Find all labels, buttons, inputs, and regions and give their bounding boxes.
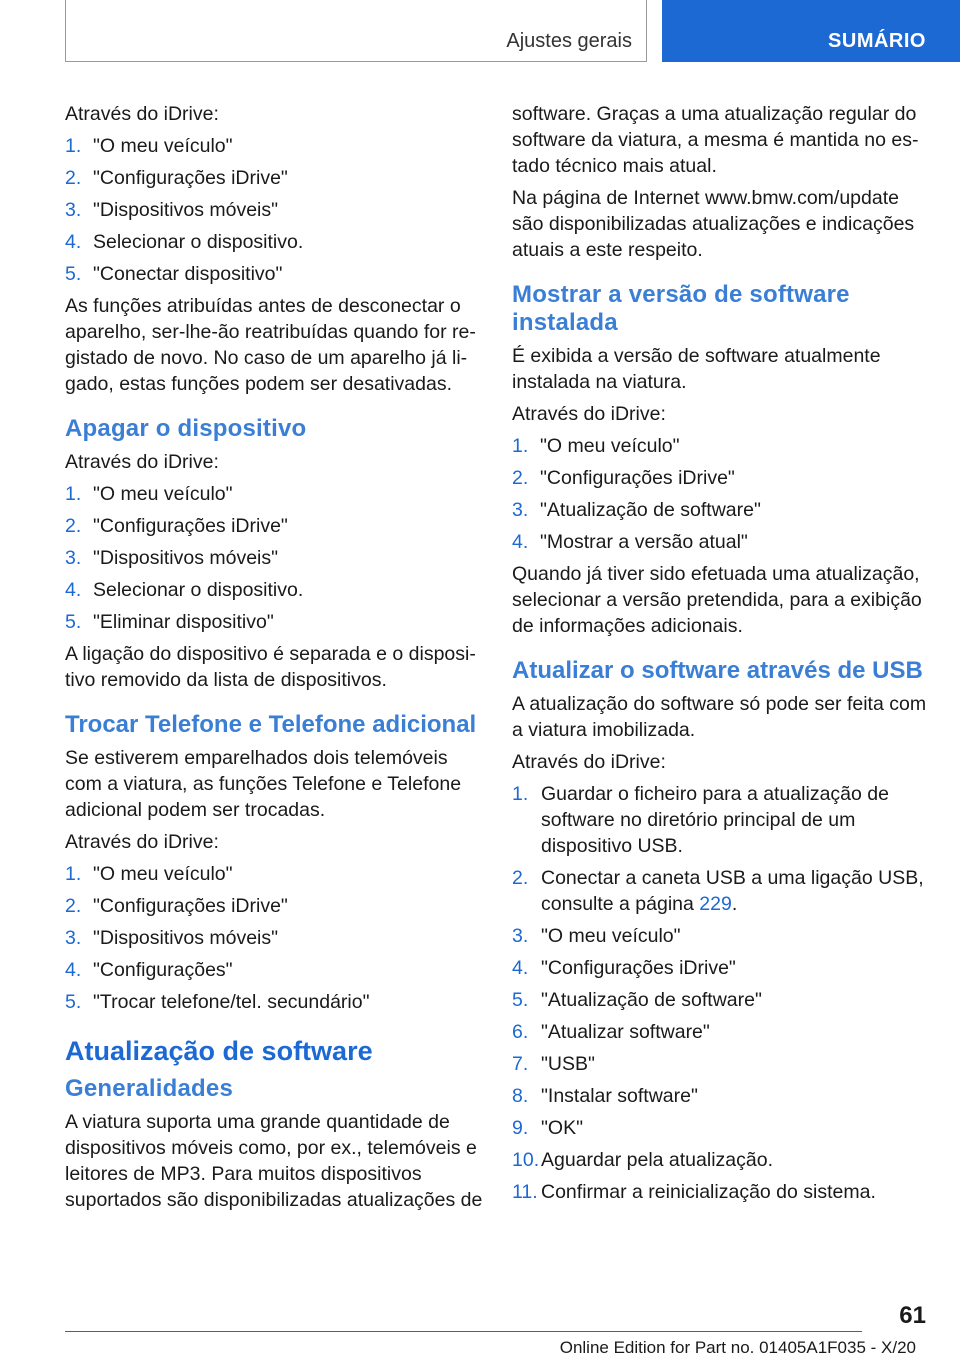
- paragraph: A viatura suporta uma grande quantidade de dispositivos móveis como, por ex., telemóveis e leitores de MP3. Para muitos dispositivos suportados são disponibilizadas atualizações de: [65, 1111, 483, 1211]
- list-item: [65, 609, 483, 635]
- paragraph: É exibida a versão de software atualmente instalada na viatura.: [512, 345, 881, 393]
- step-number: 7.: [512, 1053, 529, 1075]
- step-number: 4.: [512, 957, 529, 979]
- paragraph: Se estiverem emparelhados dois telemóveis com a viatura, as funções Telefone e Telefone adicional podem ser trocadas.: [65, 747, 462, 821]
- step-number: 2.: [65, 895, 82, 917]
- step-text: "Configurações": [93, 959, 233, 981]
- list-item: [512, 1051, 930, 1077]
- step-number: 2.: [65, 167, 82, 189]
- step-text: .: [731, 893, 738, 915]
- list-item: [65, 545, 483, 571]
- list-item: [512, 497, 930, 523]
- step-text: Guardar o ficheiro para a atualização de software no diretório principal de um dispositivo USB.: [541, 783, 889, 857]
- heading-usb-update: Atualizar o software através de USB: [512, 657, 923, 684]
- step-text: "Configurações iDrive": [93, 895, 288, 917]
- list-item: [512, 529, 930, 555]
- step-text: "Conectar dispositivo": [93, 263, 283, 285]
- header-section-title: Ajustes gerais: [506, 30, 632, 52]
- step-text: "Eliminar dispositivo": [93, 611, 274, 633]
- step-number: 3.: [65, 199, 82, 221]
- step-number: 3.: [65, 927, 82, 949]
- header-section-box: [65, 0, 647, 62]
- step-text: "Atualização de software": [540, 499, 761, 521]
- step-text: "Configurações iDrive": [540, 467, 735, 489]
- steps-list: [512, 923, 930, 1205]
- steps-list: [65, 481, 483, 635]
- step-number: 3.: [512, 499, 529, 521]
- step-number: 11.: [512, 1181, 538, 1203]
- step-number: 1.: [512, 783, 529, 805]
- step-text: "Atualizar software": [541, 1021, 710, 1043]
- paragraph: software. Graças a uma atualização regular do software da viatura, a mesma é mantida no estado técnico mais atual.: [512, 103, 919, 177]
- step-number: 5.: [512, 989, 529, 1011]
- list-item: [512, 865, 930, 917]
- heading-software-update: Atualização de software: [65, 1036, 373, 1066]
- step-number: 3.: [65, 547, 82, 569]
- list-item: [512, 923, 930, 949]
- step-text: Selecionar o dispositivo.: [93, 231, 304, 253]
- step-text: Conectar a caneta USB a uma ligação USB, consulte a página: [541, 867, 924, 915]
- step-text: "Dispositivos móveis": [93, 927, 279, 949]
- list-item: [65, 261, 483, 287]
- list-item: [512, 1019, 930, 1045]
- steps-list: [512, 433, 930, 555]
- step-text: "OK": [541, 1117, 584, 1139]
- right-column: [512, 101, 930, 1211]
- step-text: "O meu veículo": [93, 483, 233, 505]
- paragraph: Quando já tiver sido efetuada uma atualização, selecionar a versão pretendida, para a exibição de informações adicionais.: [512, 563, 922, 637]
- step-number: 4.: [65, 579, 82, 601]
- list-item: [512, 1083, 930, 1109]
- step-number: 5.: [65, 263, 82, 285]
- paragraph: Através do iDrive:: [512, 751, 666, 773]
- step-text: "Trocar telefone/tel. secundário": [93, 991, 370, 1013]
- step-text: "O meu veículo": [93, 863, 233, 885]
- step-text: "Configurações iDrive": [93, 167, 288, 189]
- step-number: 1.: [512, 435, 529, 457]
- paragraph: Através do iDrive:: [65, 103, 219, 125]
- paragraph: A ligação do dispositivo é separada e o dispositivo removido da lista de dispositivos.: [65, 643, 476, 691]
- step-text: "USB": [541, 1053, 595, 1075]
- list-item: [512, 1147, 930, 1173]
- step-text: "O meu veículo": [540, 435, 680, 457]
- heading-general: Generalidades: [65, 1075, 234, 1102]
- step-number: 1.: [65, 135, 82, 157]
- step-number: 4.: [65, 231, 82, 253]
- step-number: 6.: [512, 1021, 529, 1043]
- step-number: 2.: [65, 515, 82, 537]
- list-item: [512, 955, 930, 981]
- step-text: "O meu veículo": [541, 925, 681, 947]
- heading-swap-phone: Trocar Telefone e Telefone adicional: [65, 711, 477, 738]
- steps-list: [65, 133, 483, 287]
- steps-list: [65, 861, 483, 1015]
- page-number: 61: [899, 1302, 926, 1329]
- step-number: 8.: [512, 1085, 529, 1107]
- footer-divider: [65, 1331, 862, 1332]
- list-item: [512, 1115, 930, 1141]
- step-text: Confirmar a reinicialização do sistema.: [541, 1181, 876, 1203]
- step-text: Selecionar o dispositivo.: [93, 579, 304, 601]
- summary-button[interactable]: [662, 0, 960, 62]
- list-item: [512, 433, 930, 459]
- step-text: "Mostrar a versão atual": [540, 531, 748, 553]
- list-item: [65, 513, 483, 539]
- list-item: [65, 481, 483, 507]
- list-item: [65, 989, 483, 1015]
- step-number: 1.: [65, 483, 82, 505]
- step-number: 3.: [512, 925, 529, 947]
- list-item: [65, 925, 483, 951]
- heading-show-version: Mostrar a versão de software instalada: [512, 281, 850, 336]
- step-number: 9.: [512, 1117, 529, 1139]
- step-text: "Atualização de software": [541, 989, 762, 1011]
- step-number: 1.: [65, 863, 82, 885]
- step-text: "Configurações iDrive": [93, 515, 288, 537]
- step-text: "Instalar software": [541, 1085, 698, 1107]
- step-number: 10.: [512, 1149, 540, 1171]
- paragraph: As funções atribuídas antes de desconectar o aparelho, ser-lhe-ão reatribuídas quando for registado de novo. No caso de um aparelho já ligado, estas funções podem ser desativadas.: [65, 295, 476, 395]
- heading-delete-device: Apagar o dispositivo: [65, 415, 307, 442]
- paragraph: A atualização do software só pode ser feita com a viatura imobilizada.: [512, 693, 927, 741]
- step-number: 2.: [512, 867, 529, 889]
- list-item: [512, 781, 930, 859]
- step-number: 2.: [512, 467, 529, 489]
- paragraph: Através do iDrive:: [65, 451, 219, 473]
- list-item: [65, 133, 483, 159]
- step-text: "O meu veículo": [93, 135, 233, 157]
- footer-edition: Online Edition for Part no. 01405A1F035 - X/20: [559, 1338, 916, 1357]
- list-item: [65, 577, 483, 603]
- step-number: 5.: [65, 611, 82, 633]
- paragraph: Através do iDrive:: [65, 831, 219, 853]
- paragraph: Na página de Internet www.bmw.com/update são disponibilizadas atualizações e indicações atuais a este respeito.: [512, 187, 915, 261]
- list-item: [65, 957, 483, 983]
- list-item: [65, 165, 483, 191]
- left-column: [65, 101, 483, 1219]
- step-text: Aguardar pela atualização.: [541, 1149, 773, 1171]
- step-text: "Configurações iDrive": [541, 957, 736, 979]
- list-item: [65, 893, 483, 919]
- list-item: [512, 987, 930, 1013]
- steps-list: [512, 781, 930, 917]
- list-item: [65, 197, 483, 223]
- step-text: "Dispositivos móveis": [93, 199, 279, 221]
- list-item: [65, 229, 483, 255]
- step-number: 5.: [65, 991, 82, 1013]
- page-reference-link[interactable]: 229: [699, 893, 732, 915]
- list-item: [512, 1179, 930, 1205]
- step-text: "Dispositivos móveis": [93, 547, 279, 569]
- step-number: 4.: [512, 531, 529, 553]
- list-item: [65, 861, 483, 887]
- list-item: [512, 465, 930, 491]
- paragraph: Através do iDrive:: [512, 403, 666, 425]
- step-number: 4.: [65, 959, 82, 981]
- summary-button-label: SUMÁRIO: [828, 30, 926, 52]
